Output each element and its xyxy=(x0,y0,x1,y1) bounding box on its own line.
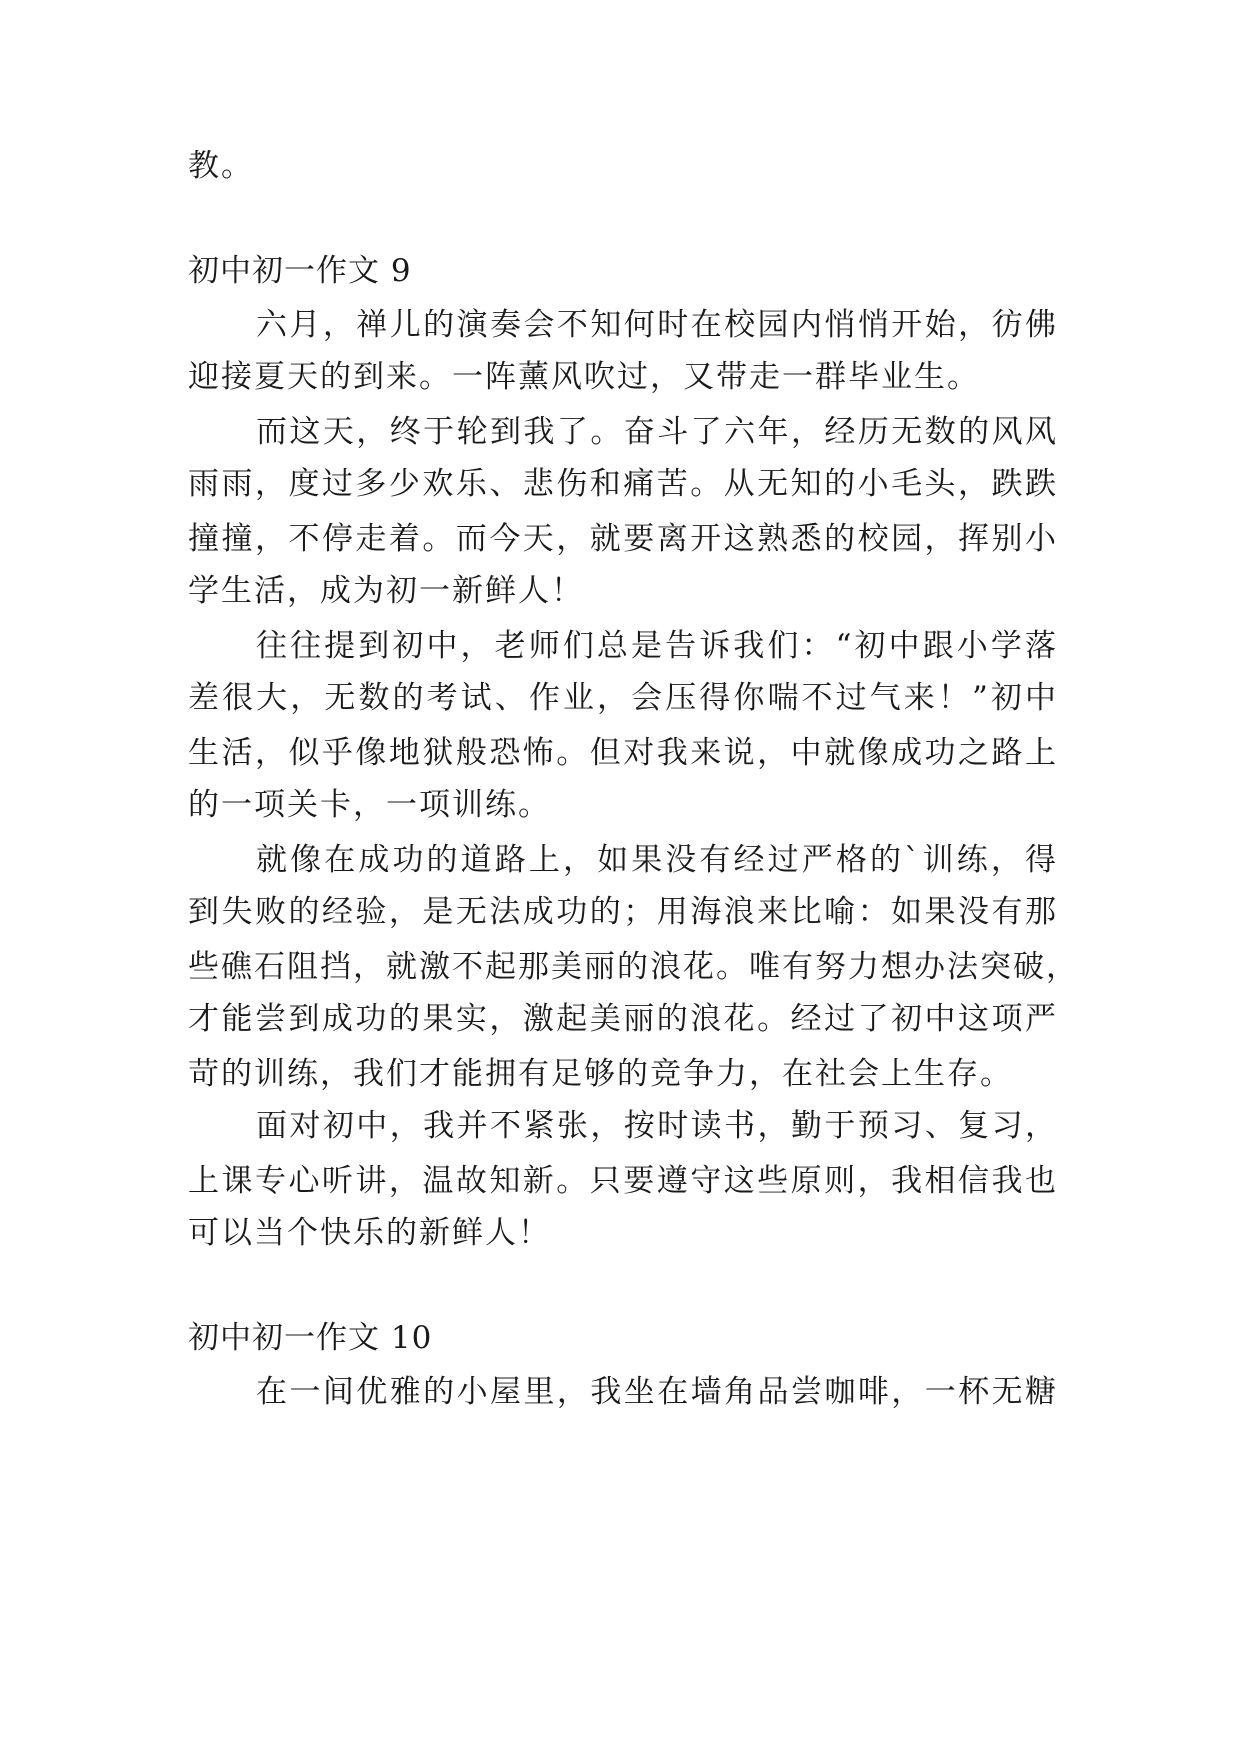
paragraph-2-line-3: 撞撞，不停走着。而今天，就要离开这熟悉的校园，挥别小 xyxy=(188,521,1058,557)
paragraph-3-line-1: 往往提到初中，老师们总是告诉我们：“初中跟小学落 xyxy=(256,628,1058,664)
paragraph-2-line-2: 雨雨，度过多少欢乐、悲伤和痛苦。从无知的小毛头，跌跌 xyxy=(188,466,1058,502)
paragraph-4-line-4: 才能尝到成功的果实，激起美丽的浪花。经过了初中这项严 xyxy=(188,1001,1058,1037)
paragraph-6-line-1: 在一间优雅的小屋里，我坐在墙角品尝咖啡，一杯无糖 xyxy=(256,1374,1058,1410)
essay-title-10: 初中初一作文 10 xyxy=(188,1320,433,1356)
paragraph-2-line-4: 学生活，成为初一新鲜人！ xyxy=(188,573,584,609)
paragraph-4-line-3: 些礁石阻挡，就激不起那美丽的浪花。唯有努力想办法突破， xyxy=(188,949,1079,985)
paragraph-5-line-2: 上课专心听讲，温故知新。只要遵守这些原则，我相信我也 xyxy=(188,1163,1058,1199)
paragraph-3-line-4: 的一项关卡，一项训练。 xyxy=(188,787,551,823)
paragraph-1-line-1: 六月，禅儿的演奏会不知何时在校园内悄悄开始，彷佛 xyxy=(256,307,1058,343)
paragraph-4-line-1: 就像在成功的道路上，如果没有经过严格的`训练，得 xyxy=(256,842,1058,878)
essay-title-9: 初中初一作文 9 xyxy=(188,253,412,289)
paragraph-1-line-2: 迎接夏天的到来。一阵薰风吹过，又带走一群毕业生。 xyxy=(188,359,980,395)
paragraph-3-line-2: 差很大，无数的考试、作业，会压得你喘不过气来！”初中 xyxy=(188,680,1058,716)
paragraph-4-line-5: 苛的训练，我们才能拥有足够的竞争力，在社会上生存。 xyxy=(188,1056,1013,1092)
paragraph-2-line-1: 而这天，终于轮到我了。奋斗了六年，经历无数的风风 xyxy=(256,414,1058,450)
paragraph-4-line-2: 到失败的经验，是无法成功的；用海浪来比喻：如果没有那 xyxy=(188,894,1058,930)
paragraph-5-line-3: 可以当个快乐的新鲜人！ xyxy=(188,1215,551,1251)
paragraph-5-line-1: 面对初中，我并不紧张，按时读书，勤于预习、复习， xyxy=(256,1108,1058,1144)
paragraph-3-line-3: 生活，似乎像地狱般恐怖。但对我来说，中就像成功之路上 xyxy=(188,735,1058,771)
paragraph-end-line: 教。 xyxy=(188,148,254,184)
